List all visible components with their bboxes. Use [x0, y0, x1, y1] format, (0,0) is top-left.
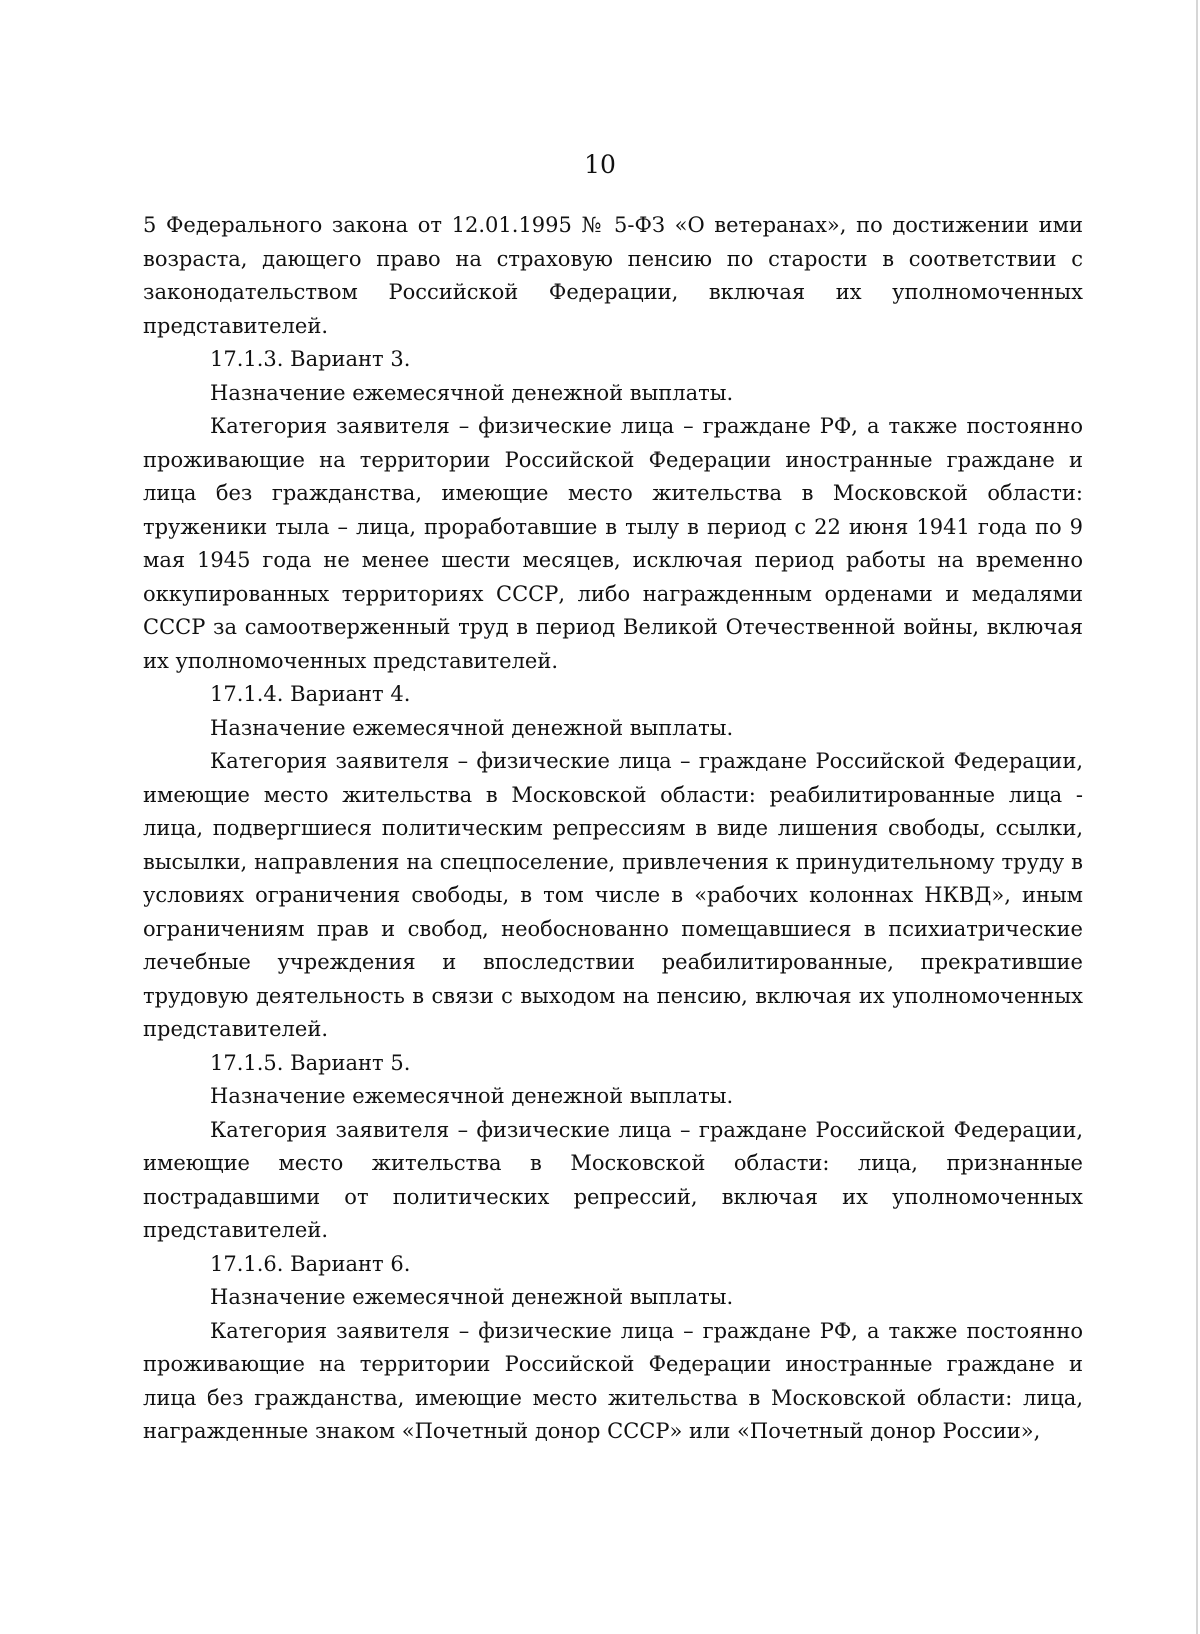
section-heading-variant-5: 17.1.5. Вариант 5. [210, 1050, 411, 1075]
paragraph-applicant-category: Категория заявителя – физические лица – граждане РФ, а также постоянно проживающие на территории Российской Федерации иностранные граждане и лица без гражданства, имеющие место жительства в Московской области: лица, награжденные знаком «Почетный донор СССР» или «Почетный донор России», [143, 1318, 1083, 1443]
paragraph-purpose: Назначение ежемесячной денежной выплаты. [210, 1285, 734, 1309]
paragraph-applicant-category: Категория заявителя – физические лица – граждане Российской Федерации, имеющие место жительства в Московской области: лица, признанные пострадавшими от политических репрессий, включая их уполномоченных представителей. [143, 1117, 1083, 1242]
document-body [143, 209, 1083, 1449]
paragraph-applicant-category: Категория заявителя – физические лица – граждане Российской Федерации, имеющие место жительства в Московской области: реабилитированные лица - лица, подвергшиеся политическим репрессиям в виде лишения свободы, ссылки, высылки, направления на спецпоселение, привлечения к принудительному труду в условиях ограничения свободы, в том числе в «рабочих колоннах НКВД», иным ограничениям прав и свобод, необоснованно помещавшиеся в психиатрические лечебные учреждения и впоследствии реабилитированные, прекратившие трудовую деятельность в связи с выходом на пенсию, включая их уполномоченных представителей. [143, 749, 1083, 1041]
paragraph-purpose: Назначение ежемесячной денежной выплаты. [210, 715, 734, 740]
paragraph-purpose: Назначение ежемесячной денежной выплаты. [210, 1084, 734, 1108]
paragraph-applicant-category: Категория заявителя – физические лица – граждане РФ, а также постоянно проживающие на территории Российской Федерации иностранные граждане и лица без гражданства, имеющие место жительства в Московской области: труженики тыла – лица, проработавшие в тылу в период с 22 июня 1941 года по 9 мая 1945 года не менее шести месяцев, исключая период работы на временно оккупированных территориях СССР, либо награжденным орденами и медалями СССР за самоотверженный труд в период Великой Отечественной войны, включая их уполномоченных представителей. [143, 414, 1083, 673]
section-heading-variant-3: 17.1.3. Вариант 3. [210, 347, 411, 371]
section-heading-variant-4: 17.1.4. Вариант 4. [210, 682, 411, 706]
paragraph-purpose: Назначение ежемесячной денежной выплаты. [210, 380, 734, 405]
scan-edge [1196, 0, 1198, 1634]
page-number: 10 [584, 150, 616, 179]
paragraph-continuation: 5 Федерального закона от 12.01.1995 № 5-ФЗ «О ветеранах», по достижении ими возраста, дающего право на страховую пенсию по старости в соответствии с законодательством Российской Федерации, включая их уполномоченных представителей. [143, 213, 1083, 338]
section-heading-variant-6: 17.1.6. Вариант 6. [210, 1251, 411, 1276]
